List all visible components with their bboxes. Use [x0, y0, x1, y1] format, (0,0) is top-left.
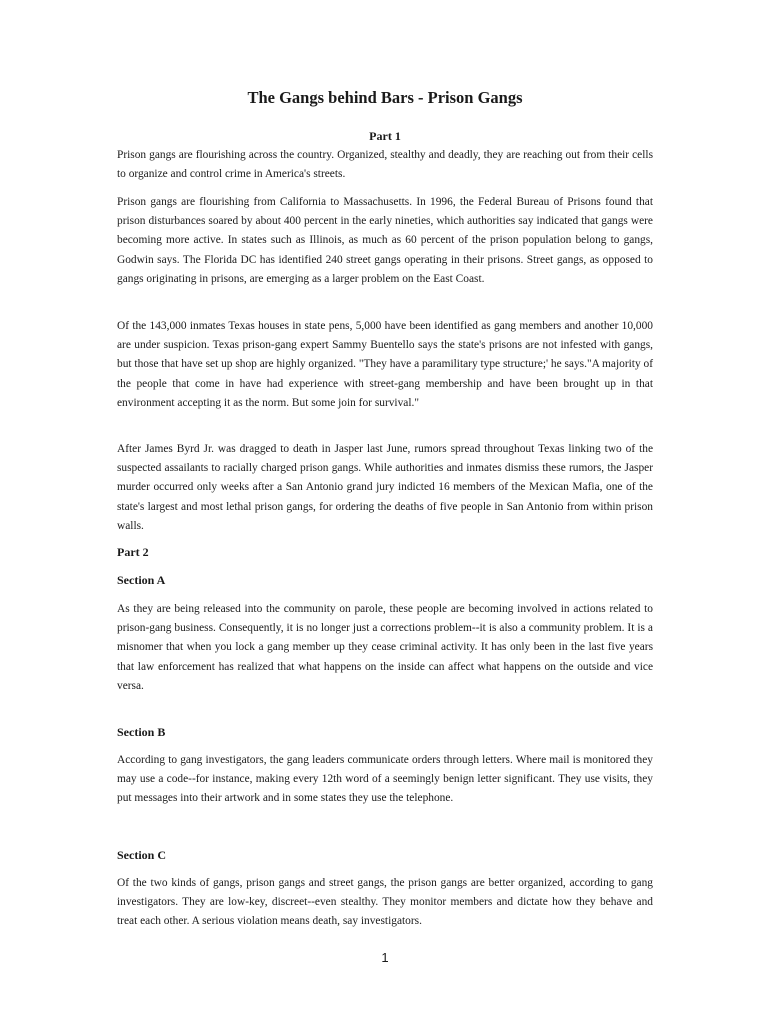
- paragraph: Of the 143,000 inmates Texas houses in state pens, 5,000 have been identified as gang members and another 10,000 are under suspicion. Texas prison-gang expert Sammy Buentello says the state's prisons are not infested with gangs, but those that have set up shop are highly organized. "They have a paramilitary type structure;' he says."A majority of the people that come in have had experience with street-gang membership and have been brought up in that environment accepting it as the norm. But some join for survival.": [117, 320, 653, 409]
- section-b-heading: Section B: [117, 725, 166, 739]
- document-title: The Gangs behind Bars - Prison Gangs: [247, 88, 523, 107]
- part-1-heading: Part 1: [369, 129, 401, 143]
- section-b-text: According to gang investigators, the gang leaders communicate orders through letters. Where mail is monitored they may use a code--for instance, making every 12th word of a seemingly benign letter significant. They use visits, they put messages into their artwork and in some states they use the telephone.: [117, 754, 653, 805]
- section-c-text: Of the two kinds of gangs, prison gangs and street gangs, the prison gangs are better organized, according to gang investigators. They are low-key, discreet--even stealthy. They monitor members and dictate how they behave and treat each other. A serious violation means death, say investigators.: [117, 877, 653, 928]
- section-a-heading: Section A: [117, 573, 166, 587]
- page-number: 1: [381, 950, 389, 965]
- section-c-heading: Section C: [117, 848, 166, 862]
- paragraph: Prison gangs are flourishing from California to Massachusetts. In 1996, the Federal Bureau of Prisons found that prison disturbances soared by about 400 percent in the early nineties, which authorities say indicated that gangs were becoming more active. In states such as Illinois, as much as 60 percent of the prison population belong to gangs, Godwin says. The Florida DC has identified 240 street gangs operating in their prisons. Street gangs, as opposed to gangs originating in prisons, are emerging as a larger problem on the East Coast.: [117, 196, 653, 285]
- part-2-heading: Part 2: [117, 545, 149, 559]
- paragraph: After James Byrd Jr. was dragged to death in Jasper last June, rumors spread throughout Texas linking two of the suspected assailants to racially charged prison gangs. While authorities and inmates dismiss these rumors, the Jasper murder occurred only weeks after a San Antonio grand jury indicted 16 members of the Mexican Mafia, one of the state's largest and most lethal prison gangs, for ordering the deaths of five people in San Antonio from within prison walls.: [117, 443, 653, 532]
- section-a-text: As they are being released into the community on parole, these people are becoming involved in actions related to prison-gang business. Consequently, it is no longer just a corrections problem--it is also a community problem. It is a misnomer that when you lock a gang member up they cease criminal activity. It has only been in the last five years that law enforcement has realized that what happens on the inside can affect what happens on the outside and vice versa.: [117, 603, 653, 692]
- paragraph: Prison gangs are flourishing across the country. Organized, stealthy and deadly, they are reaching out from their cells to organize and control crime in America's streets.: [117, 149, 653, 181]
